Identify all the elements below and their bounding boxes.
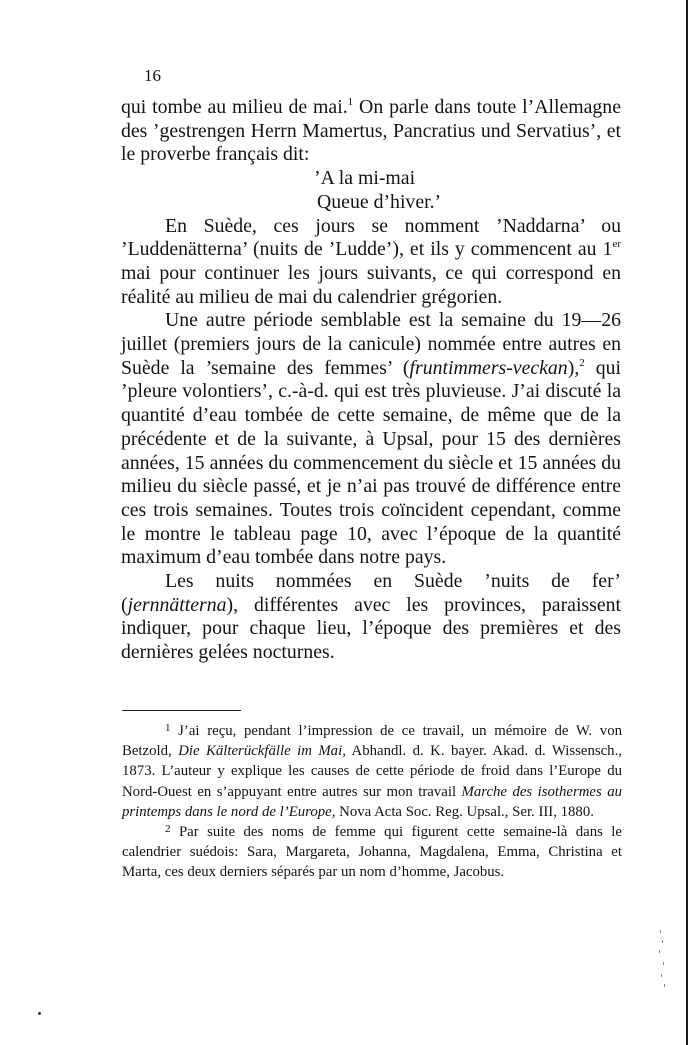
proverb-verse [121, 167, 621, 214]
paragraph-4-a: Les nuits nommées en Suède ’nuits de fer’ ( [121, 570, 621, 616]
verse-line-2: Queue d’hiver.’ [317, 190, 442, 213]
ordinal-superscript: er [612, 238, 621, 251]
paragraph-3 [121, 309, 621, 570]
footnote-1-b: Abhandl. d. K. bayer. Akad. d. Wissensch., 1873. L’auteur y explique les causes de cette période de froid dans l’Europe du Nord-Ouest en s’appuyant entre autres sur mon travail [122, 743, 622, 800]
paragraph-3-a: Une autre période semblable est la semaine du 19—26 juillet (premiers jours de la canicule) nommée entre autres en Suède la ’semaine des femmes’ ( [121, 309, 621, 379]
paragraph-4 [121, 570, 621, 665]
footnote-ref-2: 2 [579, 356, 585, 369]
verse-line-1: ’A la mi-mai [314, 167, 416, 190]
paragraph-1 [121, 96, 621, 167]
body-text [121, 96, 621, 665]
paragraph-3-italic: fruntimmers-veckan [409, 356, 568, 379]
footnote-1-c: Nova Acta Soc. Reg. Upsal., Ser. III, 1880. [335, 803, 594, 820]
paragraph-4-b: ), différentes avec les provinces, paraissent indiquer, pour chaque lieu, l’époque des premières et des dernières gelées nocturnes. [121, 593, 621, 664]
paragraph-4-italic: jernnätterna [127, 593, 227, 616]
paragraph-2-b: mai pour continuer les jours suivants, ce qui correspond en réalité au milieu de mai du calendrier grégorien. [121, 261, 621, 308]
scan-dot [38, 1012, 41, 1015]
paragraph-1-rest: On parle dans toute l’Allemagne des ’gestrengen Herrn Mamertus, Pancratius und Servatius’, et le proverbe français dit: [121, 96, 621, 166]
paragraph-3-c: qui ’pleure volontiers’, c.-à-d. qui est très pluvieuse. J’ai discuté la quantité d’eau tombée de cette semaine, de même que de la précédente et de la suivante, à Upsal, pour 15 des dernières années, 15 années du commencement du siècle et 15 années du milieu du siècle passé, et je n’ai pas trouvé de différence entre ces trois semaines. Toutes trois coïncident cependant, comme le montre le tableau page 10, avec l’époque de la quantité maximum d’eau tombée dans notre pays. [121, 356, 622, 569]
page-number: 16 [144, 66, 161, 85]
scan-specks [658, 930, 666, 990]
footnote-1-italic-work: Marche des isothermes au printemps dans le nord de l’Europe, [122, 783, 622, 820]
paragraph-2 [121, 215, 621, 310]
footnote-rule [122, 710, 241, 711]
paragraph-3-b: ), [567, 356, 580, 379]
footnote-ref-1: 1 [347, 96, 354, 108]
footnote-2 [122, 822, 622, 883]
footnote-2-text: Par suite des noms de femme qui figurent cette semaine-là dans le calendrier suédois: Sara, Margareta, Johanna, Magdalena, Emma, Christina et Marta, ces deux derniers séparés par un nom d’homme, Jacobus. [122, 824, 622, 881]
footnote-1-italic-title: Die Kälterückfälle im Mai, [178, 743, 346, 760]
footnote-1 [122, 721, 622, 822]
footnote-1-marker: 1 [165, 722, 171, 734]
footnote-1-a: J’ai reçu, pendant l’impression de ce travail, un mémoire de W. von Betzold, [122, 723, 622, 760]
paragraph-1-start: qui tombe au milieu de mai. [121, 96, 348, 118]
paragraph-2-a: En Suède, ces jours se nomment ’Naddarna’ ou ’Luddenätterna’ (nuits de ’Ludde’), et ils y commencent au 1 [121, 214, 621, 261]
footnotes [122, 721, 622, 883]
footnote-2-marker: 2 [165, 823, 171, 836]
